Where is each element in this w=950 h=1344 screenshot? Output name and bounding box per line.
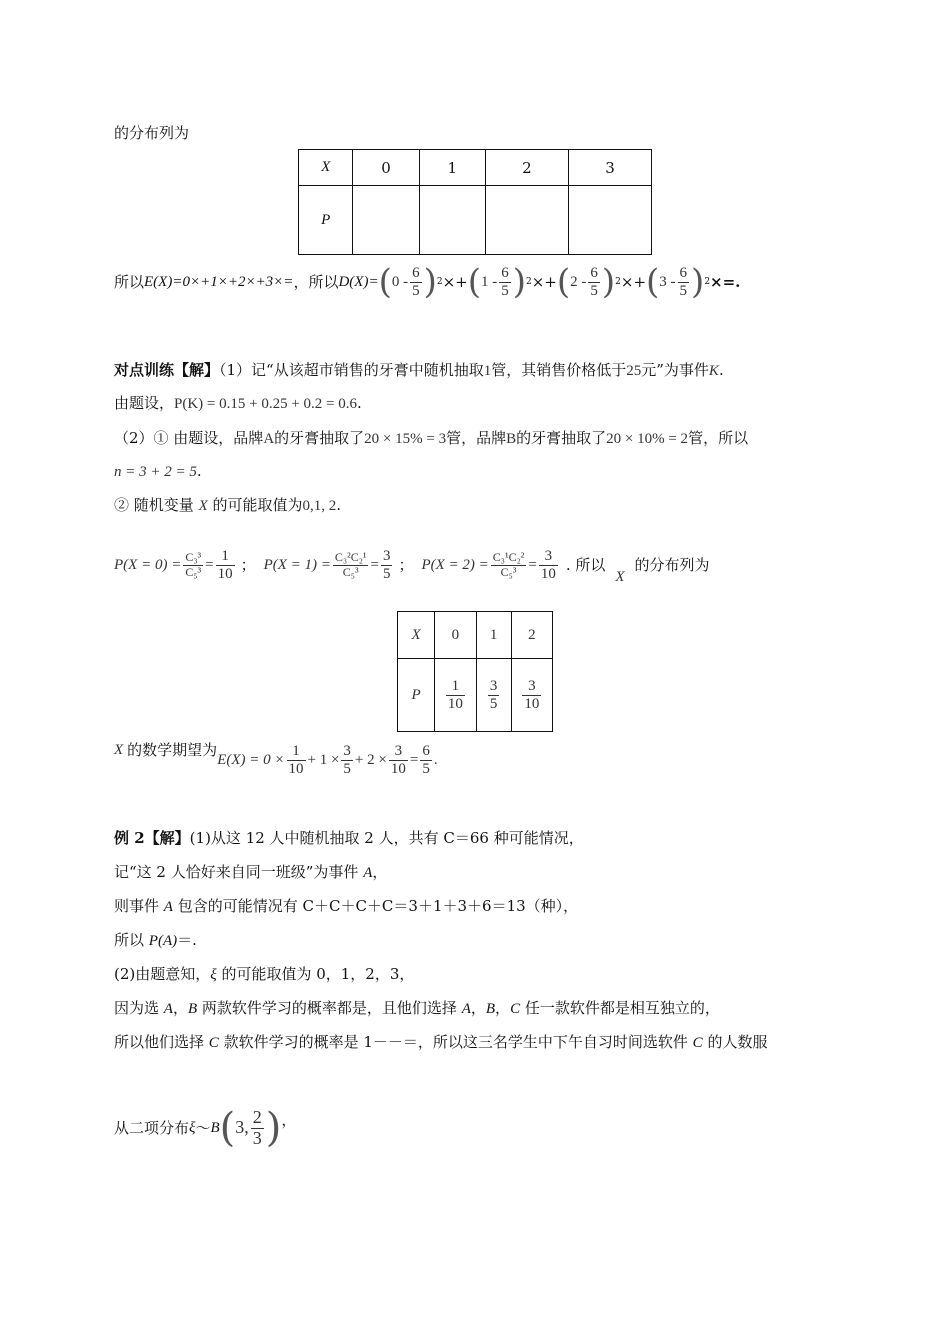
denominator: 5 [382, 565, 391, 582]
text-run: ＝. [177, 931, 197, 949]
exponent: 2 [615, 276, 621, 287]
text-run: 的牙膏抽取了 [516, 429, 607, 447]
section-heading: 对点训练【解】 [114, 361, 220, 379]
numerator: 1 [216, 548, 235, 566]
fraction [588, 265, 600, 299]
table-cell: 1 [419, 150, 485, 186]
table-cell: 1 [476, 612, 511, 659]
denominator: 5 [679, 282, 688, 299]
text-run: （1）记“从该超市销售的牙膏中随机抽取 [219, 361, 484, 379]
text-run: ， [470, 999, 486, 1017]
variance-lhs: D(X)= [338, 274, 379, 290]
fraction [522, 678, 541, 712]
intro-text: 的分布列为 [114, 124, 190, 142]
exponent: 2 [436, 276, 443, 287]
math-run: 1 [483, 363, 492, 379]
example2-line-7 [114, 1033, 767, 1052]
denominator: C₅³ [342, 564, 359, 579]
example2-line-4 [114, 931, 197, 950]
example2-line-6 [114, 999, 720, 1018]
math-run: B [506, 431, 517, 447]
text-run: 管，所以 [688, 429, 749, 447]
math-run: B [485, 1001, 496, 1017]
left-paren: ( [467, 262, 481, 302]
text-run: ，所以 [293, 273, 339, 291]
prob-lhs: P(X = 2) = [421, 557, 489, 573]
fraction [183, 551, 203, 578]
text-run: 的人数服 [702, 1033, 768, 1051]
math-run: ξ [210, 967, 217, 983]
text-run: 任一款软件都是相互独立的， [520, 999, 720, 1017]
example2-line-3 [114, 897, 578, 916]
training-line-5 [114, 496, 341, 515]
math-run: X [114, 742, 124, 758]
text-run: 记“这 2 人恰好来自同一班级”为事件 [114, 863, 364, 881]
text-run: 从二项分布 [114, 1119, 190, 1137]
math-run: 0,1, 2 [302, 498, 337, 514]
numerator: 6 [412, 265, 420, 281]
text-run: (1)从这 12 人中随机抽取 2 人，共有 C＝66 种可能情况， [189, 829, 584, 847]
math-run: X [615, 569, 625, 585]
math-run: P(K) = 0.15 + 0.25 + 0.2 = 0.6 [174, 396, 358, 412]
math-run: A [163, 899, 173, 915]
text-run: 所以他们选择 [114, 1033, 209, 1051]
math-run: 20 × 15% = 3 [364, 431, 447, 447]
operator: ×=. [710, 273, 741, 291]
operator: ×+ [620, 273, 647, 291]
numerator: 6 [422, 743, 430, 759]
math-run: 25 [626, 363, 642, 379]
text-run: . 所以 [565, 556, 606, 574]
table-cell [511, 659, 552, 732]
right-paren: ) [423, 262, 437, 302]
table-cell [568, 186, 651, 255]
denominator: 5 [343, 760, 351, 777]
var-term: 2 - [570, 274, 587, 290]
right-paren: ) [265, 1105, 282, 1151]
left-paren: ( [556, 262, 571, 302]
text-run: ， [495, 999, 511, 1017]
numerator: 2 [252, 1106, 262, 1127]
denominator: C₅³ [500, 564, 517, 579]
math-run: E(X) = 0 × [217, 752, 285, 768]
table-header-x: X [398, 612, 435, 659]
left-paren: ( [646, 262, 660, 302]
math-run: ξ [189, 1120, 196, 1136]
text-run: . [718, 361, 724, 379]
table-cell [435, 659, 476, 732]
var-term: 1 - [480, 274, 498, 290]
fraction [678, 265, 690, 299]
denominator: 5 [590, 282, 598, 299]
fraction [446, 678, 465, 712]
text-run: 的牙膏抽取了 [274, 429, 365, 447]
training-line-3 [114, 429, 748, 448]
fraction [381, 548, 393, 582]
numerator: 3 [389, 743, 408, 761]
table-cell: 0 [353, 150, 419, 186]
text-run: 的分布列为 [634, 556, 710, 574]
var-term: 3 - [659, 274, 676, 290]
fraction [410, 265, 422, 299]
text-run: 的数学期望为 [127, 741, 218, 759]
table-cell [476, 659, 511, 732]
math-run: K [708, 363, 719, 379]
fraction [499, 265, 511, 299]
text-run: ， [281, 1111, 297, 1129]
fraction [216, 548, 235, 582]
fraction [333, 551, 369, 578]
numerator: C₃¹C₂² [492, 550, 525, 565]
math-run: C [510, 1001, 521, 1017]
prob-lhs: P(X = 0) = [114, 557, 182, 573]
math-run: 3, [235, 1117, 249, 1138]
math-run: C [692, 1035, 703, 1051]
math-run: B [210, 1120, 220, 1136]
fraction [341, 743, 353, 777]
numerator: 1 [287, 743, 306, 761]
denominator: 10 [540, 565, 556, 582]
fraction [491, 551, 527, 578]
fraction [251, 1108, 264, 1149]
math-run: + 2 × [354, 752, 387, 768]
math-run: C [208, 1035, 219, 1051]
table-cell [353, 186, 419, 255]
math-run: A [461, 1001, 471, 1017]
var-term: 0 - [391, 274, 409, 290]
fraction [420, 743, 432, 777]
denominator: 10 [288, 760, 304, 777]
text-run: ② 随机变量 [114, 496, 194, 514]
table-cell: 2 [511, 612, 552, 659]
numerator: 6 [590, 265, 598, 281]
right-paren: ) [601, 262, 616, 302]
text-run: 元”为事件 [641, 361, 709, 379]
left-paren: ( [378, 262, 392, 302]
table-header-x: X [299, 150, 353, 186]
text-run: 包含的可能情况有 C＋C＋C＋C＝3＋1＋3＋6＝13（种）， [172, 897, 579, 915]
table-cell [485, 186, 568, 255]
example2-line-5 [114, 965, 414, 984]
math-run: P(A) [148, 933, 178, 949]
math-run: = [409, 752, 419, 768]
text-run: （2）① 由题设，品牌 [114, 429, 264, 447]
denominator: C₅³ [185, 564, 202, 579]
denominator: 10 [524, 695, 540, 712]
text-run: 因为选 [114, 999, 164, 1017]
table-header-p: P [398, 659, 435, 732]
math-run: n = 3 + 2 = 5 [114, 464, 197, 480]
exponent: 2 [704, 276, 711, 287]
text-run: 两款软件学习的概率都是，且他们选择 [197, 999, 462, 1017]
text-run: 的可能取值为 [212, 496, 303, 514]
math-run: B [187, 1001, 198, 1017]
denominator: 10 [217, 565, 233, 582]
left-paren: ( [219, 1105, 236, 1151]
operator: ×+ [442, 273, 468, 291]
denominator: 5 [422, 760, 430, 777]
separator: ； [398, 556, 414, 574]
example2-line-1 [114, 829, 584, 847]
math-run: X [198, 498, 208, 514]
numerator: 3 [522, 678, 541, 696]
numerator: 1 [446, 678, 465, 696]
exponent: 2 [526, 276, 532, 287]
expectation-variance-line [114, 262, 740, 302]
training-line-1 [114, 361, 724, 380]
math-run: A [163, 1001, 173, 1017]
math-run: 20 × 10% = 2 [606, 431, 689, 447]
equals: = [528, 557, 537, 573]
probability-line [114, 542, 710, 588]
table-cell: 2 [485, 150, 568, 186]
fraction [287, 743, 306, 777]
text-run: . [336, 496, 342, 514]
fraction [389, 743, 408, 777]
text-run: 管，品牌 [446, 429, 507, 447]
text-run: 管，其销售价格低于 [491, 361, 627, 379]
denominator: 3 [252, 1127, 262, 1148]
denominator: 10 [447, 695, 463, 712]
prob-lhs: P(X = 1) = [263, 557, 331, 573]
text-run: . [357, 394, 362, 412]
text-run: 的可能取值为 0，1，2，3， [216, 965, 415, 983]
math-run: A [363, 865, 373, 881]
denominator: 5 [489, 695, 498, 712]
text-run: 由题设， [114, 394, 175, 412]
text-run: 则事件 [114, 897, 164, 915]
equals: = [370, 557, 379, 573]
fraction [488, 678, 500, 712]
denominator: 10 [390, 760, 406, 777]
denominator: 5 [412, 282, 420, 299]
text-run: 所以 [114, 931, 149, 949]
math-run: A [263, 431, 275, 447]
text-run: ， [172, 999, 188, 1017]
right-paren: ) [512, 262, 526, 302]
expectation-line [114, 738, 438, 782]
table-cell: 3 [568, 150, 651, 186]
example2-line-8 [114, 1104, 296, 1152]
separator: ； [240, 556, 256, 574]
math-run: + 1 × [307, 752, 340, 768]
distribution-table-2 [397, 611, 553, 732]
table-header-p: P [299, 186, 353, 255]
right-paren: ) [691, 262, 705, 302]
equals: = [205, 557, 214, 573]
numerator: 3 [489, 678, 498, 694]
numerator: 6 [501, 265, 509, 281]
distribution-table-1 [298, 149, 652, 255]
expectation-formula: E(X)=0×+1×+2×+3×= [144, 274, 294, 290]
training-line-4 [114, 462, 202, 481]
numerator: C₃³ [185, 550, 202, 565]
text-run: 所以 [114, 273, 145, 291]
numerator: 3 [539, 548, 558, 566]
example2-line-2 [114, 863, 387, 882]
numerator: 3 [382, 548, 391, 564]
training-line-2 [114, 394, 362, 413]
operator: ×+ [531, 273, 557, 291]
fraction [539, 548, 558, 582]
text-run: ～ [195, 1119, 211, 1137]
table-cell: 0 [435, 612, 476, 659]
text-run: 款软件学习的概率是 1－－＝，所以这三名学生中下午自习时间选软件 [218, 1033, 693, 1051]
numerator: 3 [343, 743, 351, 759]
table-cell [419, 186, 485, 255]
math-run: . [433, 752, 438, 768]
numerator: 6 [679, 265, 688, 281]
section-heading: 例 2【解】 [114, 829, 190, 847]
denominator: 5 [501, 282, 509, 299]
numerator: C₃²C₂¹ [334, 550, 367, 565]
text-run: ， [372, 863, 388, 881]
text-run: (2)由题意知， [114, 965, 211, 983]
text-run: . [196, 462, 202, 480]
